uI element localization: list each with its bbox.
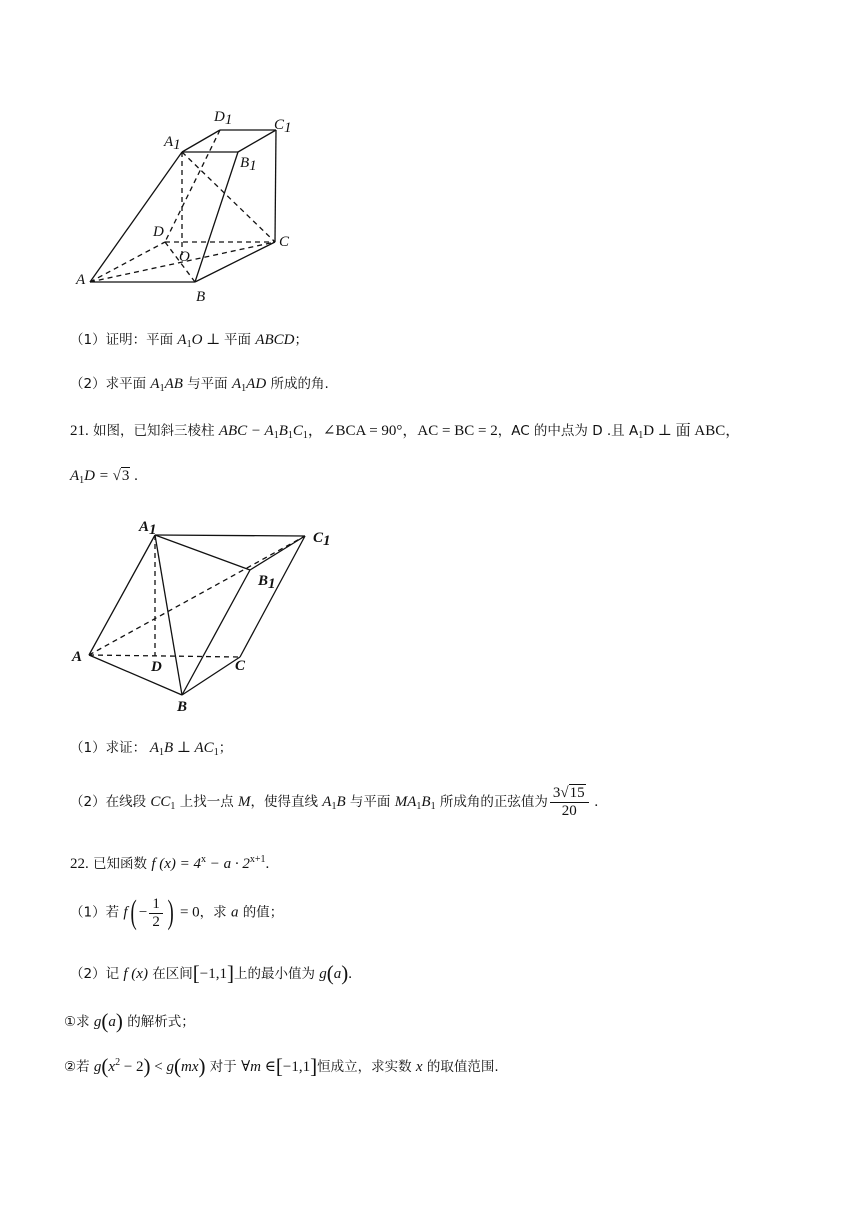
q21-part2: （2）在线段 $CC_1$ 上找一点 M，使得直线 $A_1B$ 与平面 $MA_1B_1$ 所成角的正弦值为 $\frac{3√15}{20}$ . <box>70 785 599 819</box>
label-a: A <box>72 649 83 665</box>
label-d: D <box>153 224 164 240</box>
label-a1: A1 <box>164 134 181 153</box>
label-a1: A1 <box>139 519 157 538</box>
figure-triangular-prism <box>65 515 345 715</box>
q20-part2: （2）求平面 $A_1AB$ 与平面 $A_1AD$ 所成的角. <box>70 376 329 394</box>
label-a: A <box>76 272 86 288</box>
q22-stem: 22. 已知函数 f $(x) = 4^x - a \cdot 2^{x+1}$. <box>70 854 270 872</box>
label-c1: C1 <box>313 530 331 549</box>
sine-fraction: $\frac{3√15}{20}$ <box>550 786 589 819</box>
q22-sub1: ①求 g(a) 的解析式； <box>64 1009 195 1033</box>
label-b: B <box>177 699 188 715</box>
figure-prism-abcd <box>70 105 330 305</box>
q22-part2: （2）记 f (x) 在区间[−1,1]上的最小值为 g(a). <box>70 961 353 985</box>
label-b1: B1 <box>258 573 276 592</box>
label-d1: D1 <box>214 109 233 128</box>
label-b: B <box>196 289 206 305</box>
label-b1: B1 <box>240 155 257 174</box>
label-d: D <box>151 659 162 675</box>
label-o: O <box>179 249 190 265</box>
q22-sub2: ②若 $g(x^2 - 2) < g(mx)$ 对于 ∀m ∈[−1,1]恒成立，求实数 x 的取值范围. <box>64 1054 499 1078</box>
q21-part1: （1）求证： $A_1B$ ⊥ $AC_1$； <box>70 740 233 758</box>
q21-stem-line1: 21. 如图，已知斜三棱柱 ABC − $A_1B_1C_1$，∠BCA = 90°，AC = BC = 2，AC 的中点为 D .且 $A_1D$ ⊥ 面 ABC， <box>70 423 741 441</box>
label-c1: C1 <box>274 117 292 136</box>
label-c: C <box>235 658 246 674</box>
q21-stem-line2: $A_1D = √3$ . <box>70 468 138 486</box>
q20-part1: （1）证明：平面 $A_1O$ ⊥ 平面 ABCD； <box>70 332 308 350</box>
label-c: C <box>279 234 290 250</box>
q22-part1: （1）若 f( − $\frac{1}{2}$ ) = 0，求 a 的值； <box>70 894 284 931</box>
